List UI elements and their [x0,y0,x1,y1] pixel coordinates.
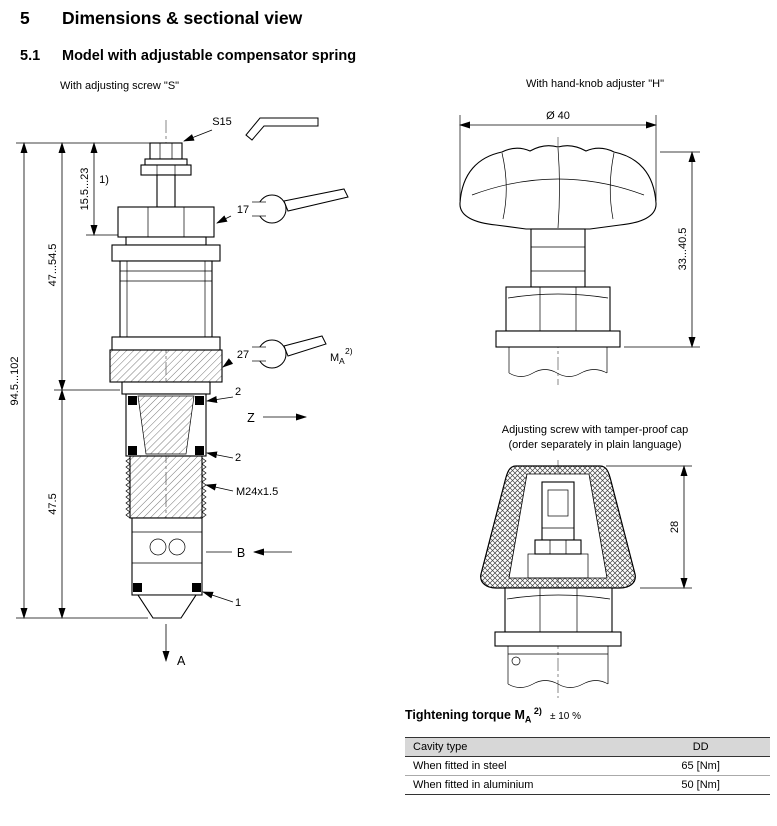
wrench-27-icon [252,336,326,368]
detail-z-label: Z [247,411,255,425]
knob-stem [531,229,585,287]
seal-1-right [192,583,201,592]
hex-nut-17 [118,207,214,237]
torque-title-sup: 2) [533,706,542,716]
dim-upper-height: 47...54.5 [47,243,59,287]
knob-cap [460,146,656,229]
footnote-1-label: 1) [99,174,109,186]
lock-nut [535,540,581,554]
port-b-label: B [236,546,246,560]
hex-nut [505,588,612,632]
sectional-view-drawing [0,95,360,695]
hex-nut [506,287,610,331]
torque-title-text: Tightening torque M [405,708,525,723]
wrench-17-icon [252,189,348,223]
cross-drilling-right [169,539,185,555]
dim-knob-diameter: Ø 40 [546,110,570,122]
threaded-section [130,456,202,518]
torque-ma-sup: 2) [345,346,353,356]
valve-nose [138,595,196,618]
torque-value-cell: 50 [Nm] [681,778,720,791]
dim-lower-height: 47.5 [47,493,59,515]
hand-knob-caption: With hand-knob adjuster "H" [525,78,665,90]
body-flange [496,331,620,347]
dim-cap-height: 28 [669,520,681,534]
cross-drilling-left [150,539,166,555]
sectional-view-caption: With adjusting screw "S" [60,80,180,92]
dim-knob-height: 33...40.5 [677,227,689,271]
tamper-cap-caption-line1: Adjusting screw with tamper-proof cap [501,424,689,436]
adjusting-screw [542,482,574,540]
body-flange [495,632,621,646]
thread-label: M24x1.5 [236,486,279,498]
section-title: Dimensions & sectional view [62,8,303,28]
tamper-cap-caption-line2: (order separately in plain language) [508,439,682,451]
torque-table [405,737,770,795]
subsection-title: Model with adjustable compensator spring [62,48,357,64]
o-ring-upper-left [128,396,137,405]
torque-tolerance: ± 10 % [549,711,581,723]
section-heading [20,8,302,29]
dim-overall-height: 94.5...102 [9,356,21,406]
torque-table-header-cavity: Cavity type [413,740,468,753]
valve-body-cylinder [120,261,212,337]
hex-section-27 [110,350,222,382]
adjusting-screw-head [150,143,182,159]
torque-ma-sub: A [339,356,345,366]
tamper-cap-drawing [430,458,760,703]
port-a-label: A [177,654,186,668]
hand-knob-drawing [430,95,760,390]
torque-table-header-dd: DD [692,740,709,753]
torque-section [405,706,770,795]
cavity-type-cell: When fitted in steel [413,759,507,772]
hand-knob-geometry [460,146,656,377]
torque-title-sub: A [524,714,532,725]
body-detail-hole [512,657,520,665]
o-ring-upper-right [195,396,204,405]
torque-table-row-steel [405,756,770,775]
o-ring-lower-left [128,446,137,455]
dim-screw-height: 15.5...23 [79,167,91,211]
subsection-number: 5.1 [20,48,41,64]
lock-nut [141,165,191,175]
wrench-27-label: 27 [236,349,250,361]
allen-key-icon [246,118,318,140]
wrench-17-label: 17 [236,204,250,216]
cavity-type-cell: When fitted in aluminium [413,778,534,791]
torque-ma-label: M [330,352,340,364]
seal-lower-label: 2 [234,452,242,464]
torque-table-header-row [405,737,770,756]
torque-value-cell: 65 [Nm] [681,759,720,772]
o-ring-lower-right [195,446,204,455]
allen-key-size-label: S15 [212,116,232,128]
valve-sectional-geometry [110,143,222,618]
seal-item-label: 1 [234,597,242,609]
subsection-heading [20,48,356,64]
seal-upper-label: 2 [234,386,242,398]
seal-1-left [133,583,142,592]
torque-table-row-aluminium [405,775,770,794]
torque-title [405,706,770,725]
tamper-cap-geometry [481,466,636,688]
sectional-core [138,396,194,454]
section-number: 5 [20,8,30,28]
